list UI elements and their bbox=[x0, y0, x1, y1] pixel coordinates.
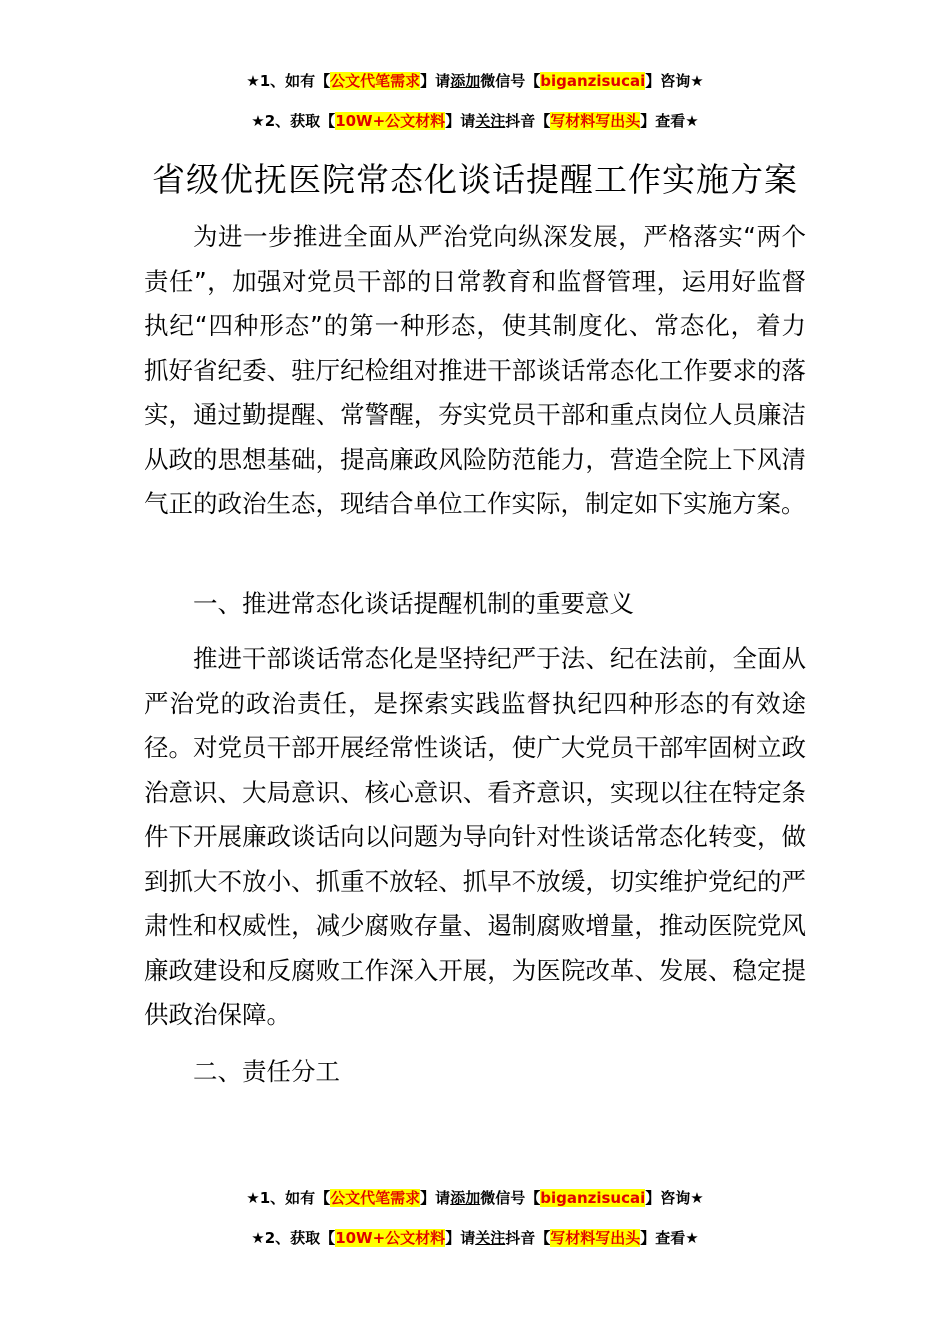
banner-emphasis: 添加 bbox=[450, 1189, 481, 1207]
banner-text: ★2、获取【 bbox=[251, 1229, 336, 1247]
banner-emphasis: 关注 bbox=[475, 112, 506, 130]
section-heading-1: 一、推进常态化谈话提醒机制的重要意义 bbox=[193, 589, 634, 618]
banner-highlight: 公文代笔需求 bbox=[330, 72, 421, 90]
banner-emphasis: 关注 bbox=[475, 1229, 506, 1247]
promo-banner-bottom-line1 bbox=[0, 1187, 950, 1209]
banner-text: 微信号【 bbox=[480, 1189, 541, 1207]
banner-emphasis: 添加 bbox=[450, 72, 481, 90]
banner-text: ★1、如有【 bbox=[246, 72, 331, 90]
banner-text: 】查看★ bbox=[640, 1229, 699, 1247]
banner-highlight-douyin-id: 写材料写出头 bbox=[550, 1229, 641, 1247]
banner-highlight-douyin-id: 写材料写出头 bbox=[550, 112, 641, 130]
banner-text: 】咨询★ bbox=[645, 1189, 704, 1207]
banner-text: 】请 bbox=[445, 1229, 476, 1247]
banner-highlight: 公文代笔需求 bbox=[330, 1189, 421, 1207]
promo-banner-bottom-line2 bbox=[0, 1227, 950, 1249]
banner-highlight: 10W+公文材料 bbox=[335, 1229, 446, 1247]
banner-highlight-wechat-id: biganzisucai bbox=[540, 1189, 646, 1207]
section-1-paragraph: 推进干部谈话常态化是坚持纪严于法、纪在法前，全面从严治党的政治责任，是探索实践监督执纪四种形态的有效途径。对党员干部开展经常性谈话，使广大党员干部牢固树立政治意识、大局意识、核心意识、看齐意识，实现以往在特定条件下开展廉政谈话向以问题为导向针对性谈话常态化转变，做到抓大不放小、抓重不放轻、抓早不放缓，切实维护党纪的严肃性和权威性，减少腐败存量、遏制腐败增量，推动医院党风廉政建设和反腐败工作深入开展，为医院改革、发展、稳定提供政治保障。 bbox=[144, 644, 806, 1029]
banner-highlight-wechat-id: biganzisucai bbox=[540, 72, 646, 90]
banner-highlight: 10W+公文材料 bbox=[335, 112, 446, 130]
banner-text: 】请 bbox=[445, 112, 476, 130]
intro-paragraph: 为进一步推进全面从严治党向纵深发展，严格落实“两个责任”，加强对党员干部的日常教育和监督管理，运用好监督执纪“四种形态”的第一种形态，使其制度化、常态化，着力抓好省纪委、驻厅纪检组对推进干部谈话常态化工作要求的落实，通过勤提醒、常警醒，夯实党员干部和重点岗位人员廉洁从政的思想基础，提高廉政风险防范能力，营造全院上下风清气正的政治生态，现结合单位工作实际，制定如下实施方案。 bbox=[144, 222, 806, 518]
banner-text: 】查看★ bbox=[640, 112, 699, 130]
banner-text: 抖音【 bbox=[505, 112, 551, 130]
promo-banner-top-line2 bbox=[0, 110, 950, 132]
banner-text: ★2、获取【 bbox=[251, 112, 336, 130]
promo-banner-top-line1 bbox=[0, 70, 950, 92]
banner-text: ★1、如有【 bbox=[246, 1189, 331, 1207]
banner-text: 】请 bbox=[420, 1189, 451, 1207]
section-heading-2: 二、责任分工 bbox=[193, 1057, 340, 1086]
banner-text: 】请 bbox=[420, 72, 451, 90]
banner-text: 抖音【 bbox=[505, 1229, 551, 1247]
document-title: 省级优抚医院常态化谈话提醒工作实施方案 bbox=[152, 160, 798, 199]
banner-text: 】咨询★ bbox=[645, 72, 704, 90]
banner-text: 微信号【 bbox=[480, 72, 541, 90]
